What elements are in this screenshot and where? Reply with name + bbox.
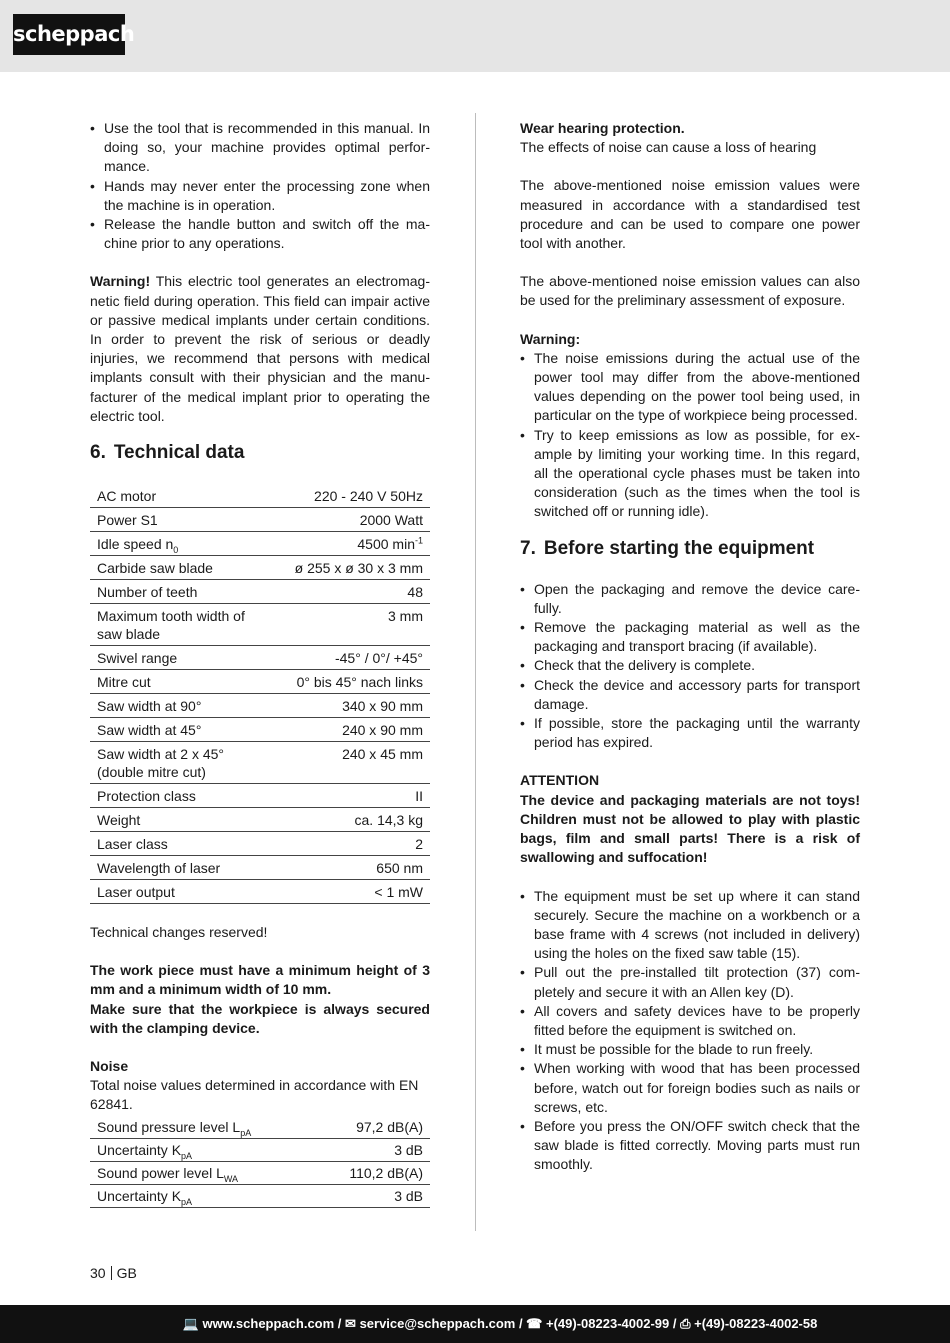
list-item: • When working with wood that has been processed before, watch out for foreign bodies such as nails or screws, etc. <box>520 1059 860 1117</box>
row-value: 2 <box>265 832 430 856</box>
noise-paragraph: The above-mentioned noise emission values can also be used for the preliminary assessment of exposure. <box>520 273 860 309</box>
row-value: ca. 14,3 kg <box>265 808 430 832</box>
table-row <box>90 880 430 904</box>
hearing-heading: Wear hearing protection. <box>520 120 685 136</box>
page-footer: 💻 www.scheppach.com / ✉ service@scheppach.com / ☎ +(49)-08223-4002-99 / ⎙ +(49)-08223-4002-58 <box>0 1305 950 1343</box>
row-label: Saw width at 90° <box>90 694 265 718</box>
section-heading <box>520 536 860 562</box>
table-row <box>90 694 430 718</box>
list-item: • Before you press the ON/OFF switch check that the saw blade is fitted correctly. Moving parts must run smoothly. <box>520 1117 860 1175</box>
row-label: Number of teeth <box>90 580 265 604</box>
fax-icon: ⎙ <box>680 1316 691 1331</box>
phone-number: +(49)-08223-4002-99 <box>546 1316 670 1331</box>
warning-heading: Warning: <box>520 330 581 347</box>
table-row <box>90 784 430 808</box>
section-number: 6. <box>90 442 106 464</box>
warning-label: Warning! <box>90 273 151 290</box>
row-value: 3 dB <box>314 1184 431 1207</box>
email-link[interactable]: service@scheppach.com <box>359 1316 516 1331</box>
emf-warning-paragraph <box>90 272 430 426</box>
row-label: Power S1 <box>90 508 265 532</box>
row-value: 220 - 240 V 50Hz <box>265 484 430 508</box>
table-row <box>90 718 430 742</box>
row-label: Wavelength of laser <box>90 856 265 880</box>
hearing-text: The effects of noise can cause a loss of hearing <box>520 139 817 156</box>
row-value: 3 dB <box>314 1138 431 1161</box>
warning-text: This electric tool generates an electromagnetic field during operation. This field can impair active or passive medical implants under certain conditions. In order to prevent the risk of serious or deadly injuries, we recommend that persons with medical implants consult with their physician and the manufacturer of the medical implant prior to operating the electric tool. <box>90 273 430 424</box>
noise-heading: Noise <box>90 1058 129 1075</box>
bold-note: Make sure that the workpiece is always secured with the clamping device. <box>90 1000 430 1036</box>
intro-bullet-list <box>90 119 430 253</box>
table-row <box>90 556 430 580</box>
list-item: • If possible, store the packaging until the warranty period has expired. <box>520 714 860 752</box>
row-value: 650 nm <box>265 856 430 880</box>
row-label: Mitre cut <box>90 670 265 694</box>
row-value: 340 x 90 mm <box>265 694 430 718</box>
table-row <box>90 646 430 670</box>
row-label: Sound pressure level $L_{pA}$ <box>90 1116 314 1139</box>
row-value: 240 x 45 mm <box>265 742 430 784</box>
section-title: Technical data <box>113 442 245 464</box>
noise-table <box>90 1116 430 1208</box>
list-item: • The noise emissions during the actual use of the power tool may differ from the above-mentioned values depending on the power tool being used, in particular on the type of workpiece being processed. <box>520 349 860 426</box>
setup-bullet-list <box>520 887 860 1175</box>
row-label: Weight <box>90 808 265 832</box>
website-link[interactable]: www.scheppach.com <box>202 1316 335 1331</box>
row-value: II <box>265 784 430 808</box>
section-heading <box>90 440 430 466</box>
row-value: 3 mm <box>265 604 430 646</box>
list-item: • The equipment must be set up where it can stand securely. Secure the machine on a workbench or a base frame with 4 screws (not included in delivery) using the holes on the fixed saw table (15). <box>520 887 860 964</box>
row-label: Uncertainty $K_{pA}$ <box>90 1138 314 1161</box>
noise-paragraph: The above-mentioned noise emission values were measured in accordance with a standardised test procedure and can be used to compare one power tool with another. <box>520 177 860 252</box>
attention-heading: ATTENTION <box>520 772 600 789</box>
attention-text: The device and packaging materials are not toys! Children must not be allowed to play with plastic bags, film and small parts! There is a risk of swallowing and suffocation! <box>520 791 860 866</box>
table-row <box>90 670 430 694</box>
row-label: Saw width at 2 x 45° (double mitre cut) <box>90 742 265 784</box>
section-number: 7. <box>520 537 536 559</box>
row-label: Uncertainty $K_{pA}$ <box>90 1184 314 1207</box>
list-item: • Check that the delivery is complete. <box>520 656 860 675</box>
row-value: 0° bis 45° nach links <box>265 670 430 694</box>
list-item: • Remove the packaging material as well as the packaging and transport bracing (if available). <box>520 618 860 656</box>
section-title: Before starting the equipment <box>543 537 815 559</box>
row-value: 4500 $\min^{-1}$ <box>265 532 430 556</box>
list-item: • All covers and safety devices have to be properly fitted before the equipment is switched on. <box>520 1002 860 1040</box>
row-value: ø 255 x ø 30 x 3 mm <box>265 556 430 580</box>
list-item: • Check the device and accessory parts for transport damage. <box>520 676 860 714</box>
list-item: • It must be possible for the blade to run freely. <box>520 1040 860 1059</box>
list-item: • Use the tool that is recommended in this manual. In doing so, your machine provides optimal performance. <box>90 119 430 177</box>
row-label: Maximum tooth width of saw blade <box>90 604 265 646</box>
table-row <box>90 1116 430 1139</box>
list-item: • Hands may never enter the processing zone when the machine is in operation. <box>90 177 430 215</box>
row-label: Carbide saw blade <box>90 556 265 580</box>
table-row <box>90 1184 430 1207</box>
warning-bullet-list <box>520 349 860 522</box>
row-label: Sound power level $L_{WA}$ <box>90 1161 314 1184</box>
noise-intro: Total noise values determined in accordance with EN 62841. <box>90 1077 419 1113</box>
row-label: Laser class <box>90 832 265 856</box>
table-row <box>90 808 430 832</box>
row-label: Laser output <box>90 880 265 904</box>
list-item: • Try to keep emissions as low as possible, for example by limiting your working time. In this regard, all the operational cycle phases must be taken into consideration (such as the times when the tool is switched off or running idle). <box>520 426 860 522</box>
table-row <box>90 508 430 532</box>
brand-logo: scheppach <box>13 14 125 55</box>
row-value: < 1 mW <box>265 880 430 904</box>
row-label: Idle speed $n_0$ <box>90 532 265 556</box>
table-row <box>90 484 430 508</box>
computer-icon: 💻 <box>182 1316 199 1331</box>
row-label: Saw width at 45° <box>90 718 265 742</box>
phone-icon: ☎ <box>526 1316 543 1331</box>
mail-icon: ✉ <box>345 1316 356 1331</box>
table-row <box>90 1161 430 1184</box>
page-header <box>0 0 950 72</box>
bold-note: The work piece must have a minimum height of 3 mm and a minimum width of 10 mm. <box>90 962 430 998</box>
table-row <box>90 832 430 856</box>
row-value: 2000 Watt <box>265 508 430 532</box>
column-divider <box>475 113 476 1231</box>
row-value: 48 <box>265 580 430 604</box>
list-item: • Release the handle button and switch off the machine prior to any operations. <box>90 215 430 253</box>
row-value: 240 x 90 mm <box>265 718 430 742</box>
row-label: Swivel range <box>90 646 265 670</box>
start-bullet-list <box>520 580 860 753</box>
fax-number: +(49)-08223-4002-58 <box>694 1316 818 1331</box>
row-value: -45° / 0°/ +45° <box>265 646 430 670</box>
technical-data-table <box>90 484 430 904</box>
table-row <box>90 1138 430 1161</box>
table-row <box>90 742 430 784</box>
technical-changes-note: Technical changes reserved! <box>90 924 268 941</box>
list-item: • Pull out the pre-installed tilt protection (37) completely and secure it with an Allen key (D). <box>520 963 860 1001</box>
row-label: Protection class <box>90 784 265 808</box>
table-row <box>90 580 430 604</box>
list-item: • Open the packaging and remove the device carefully. <box>520 580 860 618</box>
right-column <box>520 119 860 1175</box>
row-value: 97,2 dB(A) <box>314 1116 431 1139</box>
table-row <box>90 604 430 646</box>
page-number: 30 GB <box>90 1265 137 1281</box>
table-row <box>90 532 430 556</box>
left-column <box>90 119 430 1208</box>
row-value: 110,2 dB(A) <box>314 1161 431 1184</box>
row-label: AC motor <box>90 484 265 508</box>
table-row <box>90 856 430 880</box>
